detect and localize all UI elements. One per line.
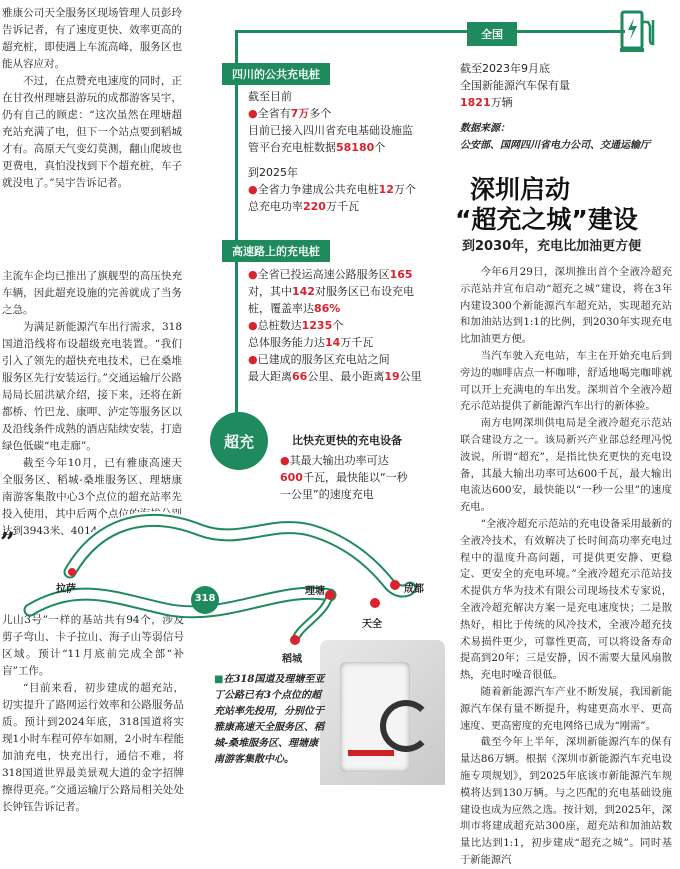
info-line [248,156,448,164]
info-text: 总体服务能力达 [248,336,325,349]
headline-subtitle: 到2030年，充电比加油更方便 [462,239,642,254]
info-line [248,122,448,139]
info-text: 公里 [399,370,422,383]
info-text: 总充电功率 [248,200,303,213]
paragraph: 南方电网深圳供电局是全液冷超充示范站联合建设方之一。该局新兴产业部总经理冯悦波说，所谓“超充”，是指比快充更快的充电设备，其最大输出功率可达600千瓦，最大输出电流达600安，最快能以“一秒一公里”的速度充电。 [460,417,672,514]
info-line [280,452,440,469]
top-guide-line [235,30,625,33]
charging-station-image [320,640,445,785]
info-text: 全省已投运高速公路服务区 [257,268,390,281]
info-line [248,164,448,181]
highlight-value: 66 [292,370,308,383]
bullet-marker: ● [248,353,258,366]
supercharge-title: 比快充更快的充电设备 [292,434,402,447]
map-note [214,672,326,768]
city-marker-daocheng [290,635,300,645]
ev-charger-icon [618,8,658,54]
national-line: 全国新能源汽车保有量 [460,79,570,92]
paragraph: 为满足新能源汽车出行需求，318国道沿线将布设超级充电装置。“我们引入了领先的超快充电技术，已在桑堆服务区先行安装运行。”交通运输厅公路局局长屈洪斌介绍，接下来，还将在新都桥、竹巴龙、康呷、泸定等服务区以及沿线条件成熟的酒店陆续安装，打造绿色低碳“电走廊”。 [2,321,182,452]
data-source-text: 公安部、国网四川省电力公司、交通运输厅 [460,140,650,151]
info-line [248,88,448,105]
city-marker-chengdu [390,580,400,590]
bullet: ■ [214,674,224,685]
paragraph: 主流车企均已推出了旗舰型的高压快充车辆，因此超充设施的完善就成了当务之急。 [2,270,182,316]
info-text: 万千瓦 [325,200,359,213]
city-marker-tianquan [370,598,380,608]
info-line [248,198,448,215]
info-line [248,105,448,122]
road-badge-318: 318 [194,593,216,604]
paragraph: 当汽车驶入充电站，车主在开始充电后到旁边的咖啡店点一杯咖啡，舒适地喝完咖啡就可以开上充满电的车出发。深圳首个全液冷超充示范站提供了新能源汽车出行的新体验。 [460,349,672,413]
highlight-value: 19 [384,370,400,383]
national-value: 1821 [460,96,491,109]
highlight-value: 1235 [301,319,333,332]
info-text: 多个 [309,107,332,120]
info-text: 管平台充电桩数据 [248,141,336,154]
info-line [248,139,448,156]
info-text: 截至目前 [248,90,292,103]
paragraph: 雅康公司天全服务区现场管理人员彭玲告诉记者，有了速度更快、效率更高的超充桩，即使遇上车流高峰，服务区也能从容应对。 [2,7,182,70]
national-info [460,60,630,111]
city-marker-litang [325,590,335,600]
bullet-marker: ● [248,107,258,120]
highlight-value: 220 [303,200,326,213]
info-text: 对服务区已布设充电 [314,285,414,298]
highlight-value: 600 [280,471,303,484]
city-label-litang: 理塘 [305,586,325,597]
info-line [280,469,440,486]
highway-charging-info [248,266,448,385]
right-article [460,264,672,866]
info-text: 桩，覆盖率达 [248,302,314,315]
map-note-text: 在318国道及理塘至亚丁公路已有3个点位的超充站率先投用，分别位于雅康高速天全服务区、稻城-桑堆服务区、理塘康南游客集散中心。 [214,674,325,765]
info-line [248,300,448,317]
info-text: 最大距离 [248,370,292,383]
info-line [248,181,448,198]
info-text: 万个 [393,183,416,196]
paragraph: 截至今年上半年，深圳新能源汽车的保有量达86万辆。根据《深圳市新能源汽车充电设施专项规划》，到2025年底该市新能源汽车规模将达到130万辆。与之匹配的充电基础设施建设也成为应然之选。按计划，到2025年，深圳市将建成超充站300座，超充站和加油站数量比达到1:1，初步建成“超充之城”。同时基于新能源汽 [460,736,672,866]
bullet-marker: ● [280,454,290,467]
paragraph: 儿山3号”一样的基站共有94个，涉及剪子弯山、卡子拉山、海子山等弱信号区域。预计“11月底前完成全部“补盲”工作。 [2,614,184,677]
info-line [248,266,448,283]
headline-title-line-1: 深圳启动 [470,175,571,204]
bullet-marker: ● [248,268,258,281]
data-source [460,120,670,154]
info-text: 全省有 [257,107,291,120]
info-text: 个 [332,319,344,332]
section-tag-sichuan: 四川的公共充电桩 [222,63,330,85]
highlight-value: 7万 [290,107,310,120]
sichuan-charging-info [248,88,448,215]
info-line [248,351,448,368]
paragraph: “全液冷超充示范站的充电设备采用最新的全液冷技术，有效解决了长时间高功率充电过程中的温度升高问题，可提供更安静、更稳定、更安全的充电环境。”全液冷超充示范站技术提供方华为技术有限公司现场技术专家说，全液冷超充解决方案一是充电速度快；二是散热好，相比于传统的风冷技术，全液冷超充技术易损件更少，可靠性更高，可以将设备寿命提高到20年；三是安静，因不需要大量风扇散热，充电时噪音很低。 [460,517,672,682]
info-text: 个 [374,141,386,154]
national-unit: 万辆 [490,96,513,109]
paragraph: “目前来看，初步建成的超充站，切实提升了路网运行效率和公路服务品质。预计到2024年底，318国道将实现1小时车程可停车如厕，2小时车程能加油充电，快充出行，通信不难，将318国道世界最美景观大道的金字招牌擦得更亮。”交通运输厅公路局相关处处长钟钰告诉记者。 [2,682,184,813]
info-text: 千瓦，最快能以“一秒 [302,471,408,484]
data-source-label: 数据来源： [460,123,510,134]
info-text: 一公里”的速度充电 [280,488,374,501]
city-label-lhasa: 拉萨 [56,584,76,595]
highlight-value: 58180 [336,141,375,154]
info-line [248,317,448,334]
section-tag-national: 全国 [467,22,517,46]
info-text: 目前已接入四川省充电基础设施监 [248,124,413,137]
info-text: 到2025年 [248,166,298,179]
info-text: 公里、最小距离 [307,370,385,383]
paragraph: 今年6月29日，深圳推出首个全液冷超充示范站并宣布启动“超充之城”建设，将在3年内建设300个新能源汽车超充站，实现超充站和加油站达到1:1的比例，到2030年实现充电比加油更方便。 [460,266,672,346]
supercharge-label: 超充 [223,432,254,451]
highlight-value: 142 [292,285,315,298]
info-line [248,334,448,351]
city-label-tianquan: 天全 [362,619,382,630]
highlight-value: 14 [325,336,341,349]
national-line: 截至2023年9月底 [460,62,550,75]
left-article-block-1 [2,5,182,192]
highlight-value: 165 [389,268,413,281]
city-marker-lhasa [68,568,76,576]
city-label-daocheng: 稻城 [282,654,302,665]
vertical-guide-line [235,30,238,435]
quote-mark: ” [0,528,15,558]
supercharge-info [280,452,440,503]
bullet-marker: ● [248,319,258,332]
supercharge-circle [210,412,268,470]
highlight-value: 12 [378,183,394,196]
section-tag-highway: 高速路上的充电桩 [222,240,330,262]
paragraph: 截至今年10月，已有雅康高速天全服务区、稻城-桑堆服务区、理塘康南游客集散中心3个点位的超充站率先投入使用，其中后两个点位的海拔分别达到3943米、4014米。 [2,457,182,537]
info-line [248,283,448,300]
info-text: 对，其中 [248,285,292,298]
info-text: 总桩数达 [257,319,302,332]
highlight-value: 86% [314,302,341,315]
paragraph: 随着新能源汽车产业不断发展，我国新能源汽车保有量不断提升，构建更高水平、更高速度、更高密度的充电网络已成为“刚需”。 [460,685,672,732]
info-text: 已建成的服务区充电站之间 [257,353,390,366]
info-text: 其最大输出功率可达 [289,454,389,467]
bullet-marker: ● [248,183,258,196]
info-line [248,368,448,385]
headline-title-line-2: “超充之城”建设 [455,205,638,234]
info-text: 全省力争建成公共充电桩 [257,183,379,196]
city-label-chengdu: 成都 [404,584,424,595]
info-text: 万千瓦 [340,336,374,349]
paragraph: 不过，在点赞充电速度的同时，正在甘孜州理塘县游玩的成都游客吴宇，仍有自己的顾虑：“这次虽然在理塘超充站充满了电，但下一个站点要到稻城才有。高原天气变幻莫测，翻山爬坡也更费电，真怕没找到下个超充桩，车子就没电了。”吴宇告诉记者。 [2,75,182,189]
